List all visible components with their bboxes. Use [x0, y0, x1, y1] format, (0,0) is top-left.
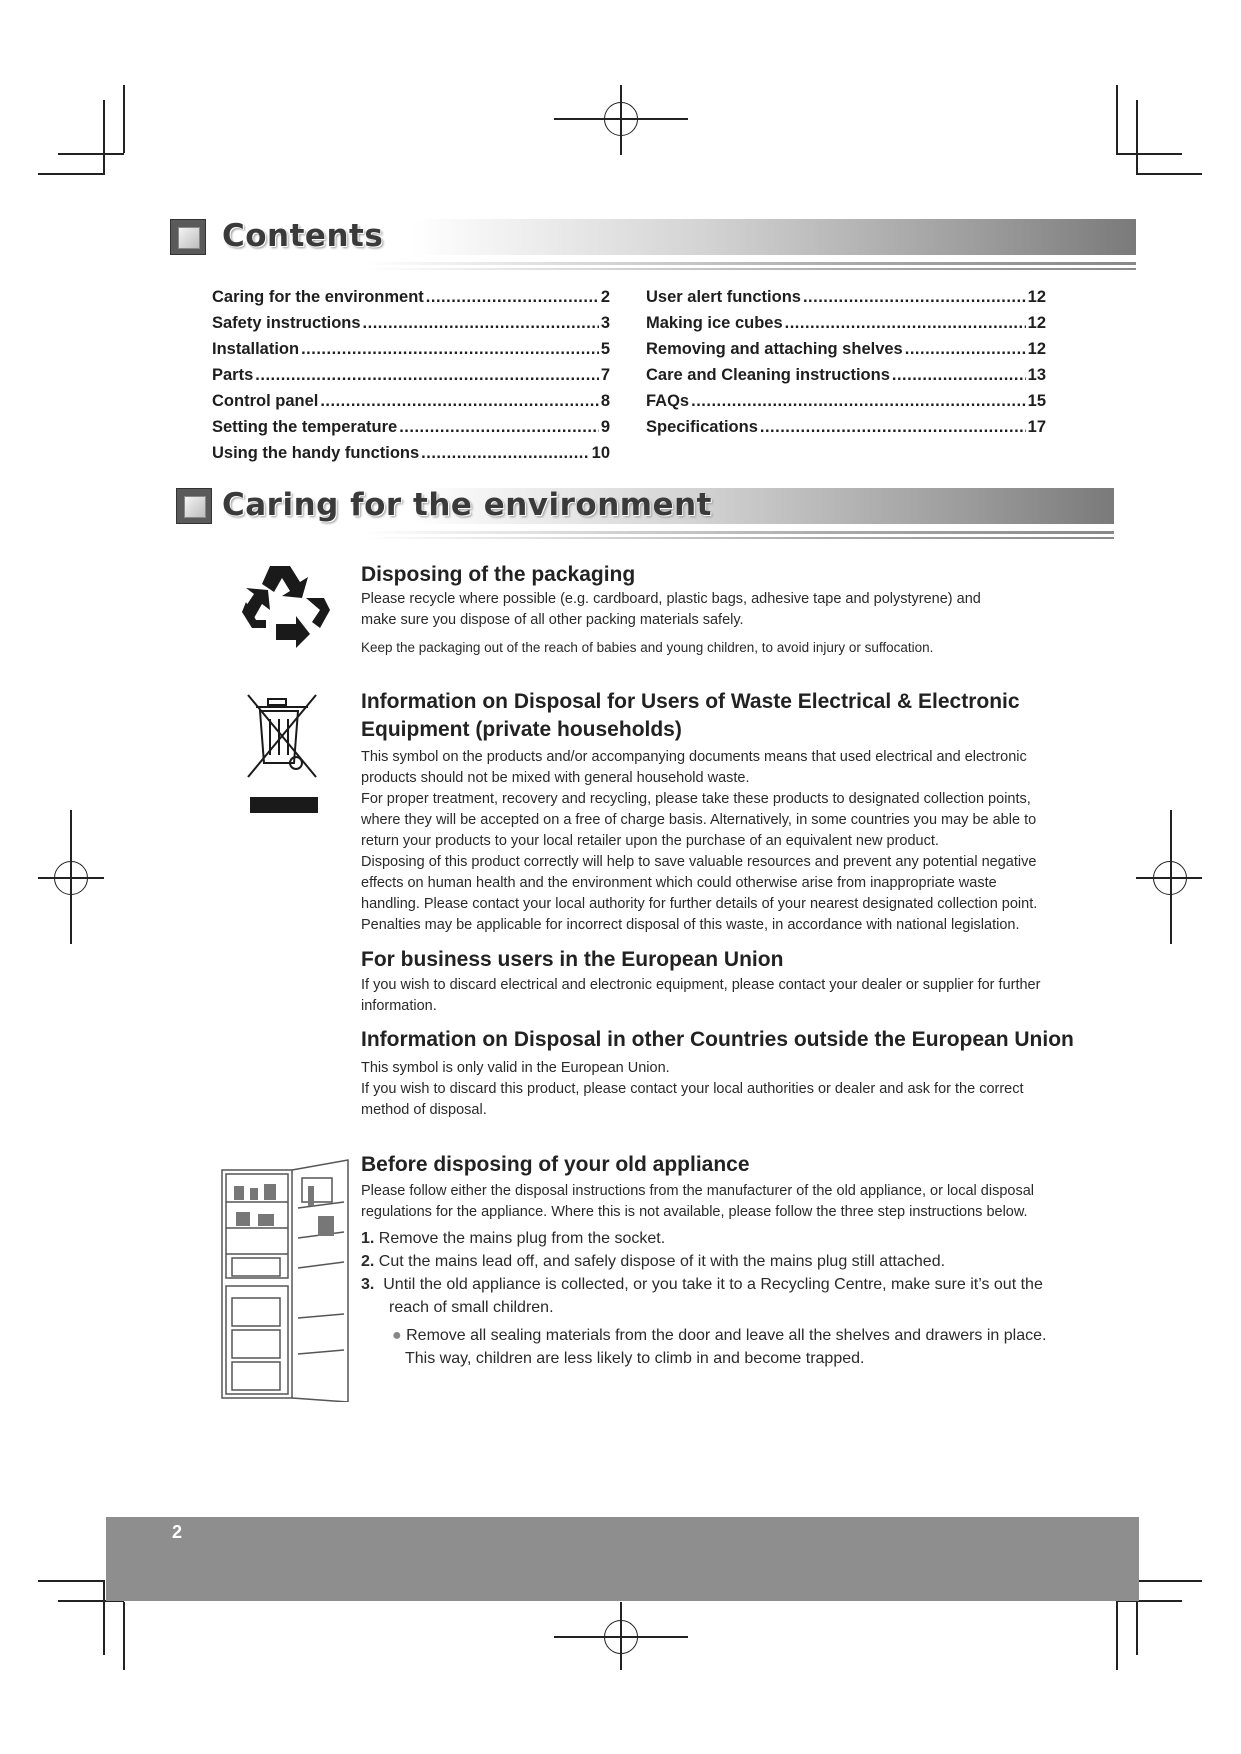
step-1: 1. Remove the mains plug from the socket.: [361, 1230, 666, 1247]
other-countries-heading: Information on Disposal in other Countries outside the European Union: [361, 1028, 1074, 1051]
toc-entry[interactable]: Removing and attaching shelves ..... 12: [646, 336, 1046, 362]
step-3-continued: reach of small children.: [389, 1299, 554, 1316]
toc-entry[interactable]: Parts ..... 7: [212, 362, 610, 388]
recycle-icon: [240, 562, 330, 648]
contents-title: Contents: [222, 218, 384, 254]
business-heading: For business users in the European Union: [361, 948, 784, 971]
bullet-dot-icon: ●: [392, 1327, 402, 1344]
toc-entry[interactable]: Installation ..... 5: [212, 336, 610, 362]
disposal-steps: [361, 1227, 1051, 1319]
toc-entry[interactable]: Safety instructions ..... 3: [212, 310, 610, 336]
packaging-warning: Keep the packaging out of the reach of babies and young children, to avoid injury or suffocation.: [361, 640, 934, 655]
toc-left-column: [212, 284, 610, 466]
packaging-heading: Disposing of the packaging: [361, 563, 636, 586]
bullet-note: ● Remove all sealing materials from the door and leave all the shelves and drawers in place. This way, children are less likely to climb in and become trapped.: [392, 1327, 1047, 1367]
step-3: 3. Until the old appliance is collected, or you take it to a Recycling Centre, make sure it’s out the: [361, 1276, 1043, 1293]
old-appliance-text: Please follow either the disposal instructions from the manufacturer of the old appliance, or local disposal regulations for the appliance. Where this is not available, please follow the three step instructions below.: [361, 1183, 1035, 1220]
footer-bar: [106, 1517, 1139, 1601]
toc-right-column: [646, 284, 1046, 440]
toc-entry[interactable]: Specifications ..... 17: [646, 414, 1046, 440]
environment-title: Caring for the environment: [222, 487, 713, 523]
toc-entry[interactable]: Using the handy functions ..... 10: [212, 440, 610, 466]
toc-entry[interactable]: Making ice cubes ..... 12: [646, 310, 1046, 336]
page-number: 2: [172, 1522, 183, 1542]
old-appliance-heading: Before disposing of your old appliance: [361, 1153, 750, 1176]
toc-entry[interactable]: User alert functions ..... 12: [646, 284, 1046, 310]
environment-header-rule: [176, 531, 1114, 534]
contents-square-icon: [170, 219, 206, 255]
other-countries-text: This symbol is only valid in the European Union. If you wish to discard this product, please contact your local authorities or dealer and ask for the correct method of disposal.: [361, 1060, 1024, 1118]
step-2: 2. Cut the mains lead off, and safely dispose of it with the mains plug still attached.: [361, 1253, 946, 1270]
crossed-out-bin-icon: [246, 693, 322, 817]
toc-entry[interactable]: FAQs ..... 15: [646, 388, 1046, 414]
open-fridge-illustration: [218, 1158, 354, 1402]
contents-header-rule: [170, 262, 1136, 265]
toc-entry[interactable]: Caring for the environment ..... 2: [212, 284, 610, 310]
toc-entry[interactable]: Setting the temperature ..... 9: [212, 414, 610, 440]
toc-entry[interactable]: Care and Cleaning instructions ..... 13: [646, 362, 1046, 388]
weee-text: This symbol on the products and/or accompanying documents means that used electrical and electronic products should not be mixed with general household waste. For proper treatment, recovery and recycling, please take these products to designated collection points, where they will be accepted on a free of charge basis. Alternatively, in some countries you may be able to return your products to your local retailer upon the purchase of an equivalent new product. Disposing of this product correctly will help to save valuable resources and prevent any potential negative effects on human health and the environment which could otherwise arise from inappropriate waste handling. Please contact your local authority for further details of your nearest designated collection point. Penalties may be applicable for incorrect disposal of this waste, in accordance with national legislation.: [361, 749, 1038, 933]
weee-heading: Information on Disposal for Users of Waste Electrical & Electronic Equipment (private households): [361, 690, 1020, 741]
packaging-text: Please recycle where possible (e.g. cardboard, plastic bags, adhesive tape and polystyrene) and make sure you dispose of all other packing materials safely.: [361, 591, 981, 628]
toc-entry[interactable]: Control panel ..... 8: [212, 388, 610, 414]
environment-square-icon: [176, 488, 212, 524]
business-text: If you wish to discard electrical and electronic equipment, please contact your dealer or supplier for further information.: [361, 977, 1041, 1014]
